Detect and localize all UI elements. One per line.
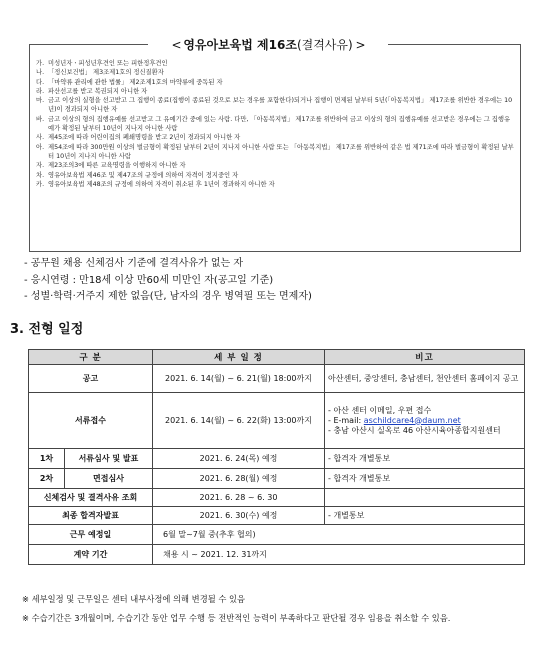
row-label: 근무 예정일 bbox=[29, 525, 153, 545]
schedule-table bbox=[28, 349, 525, 565]
row-label: 신체검사 및 결격사유 조회 bbox=[29, 489, 153, 507]
item-text: 영유아보육법 제46조 및 제47조의 규정에 의하여 자격이 정지중인 자 bbox=[48, 171, 239, 179]
item-marker: 다. bbox=[36, 78, 45, 86]
remark-line: - 충남 아산시 실옥로 46 아산시육아종합지원센터 bbox=[328, 425, 501, 435]
table-row bbox=[29, 545, 525, 565]
title-paren: (결격사유) bbox=[296, 38, 353, 52]
item-marker: 카. bbox=[36, 180, 45, 188]
header-schedule: 세 부 일 정 bbox=[153, 350, 325, 365]
disqualification-item bbox=[36, 133, 514, 142]
item-marker: 마. bbox=[36, 97, 45, 105]
item-text: 미성년자ㆍ피성년후견인 또는 피한정후견인 bbox=[48, 60, 168, 67]
item-text: 제54조에 따라 300만원 이상의 벌금형이 확정된 날부터 2년이 지나지 아니한 사람 또는 「아동복지법」 제17조를 위반하여 같은 법 제71조에 따라 벌금형이 확정된 날부터 10년이 지나지 아니한 사람 bbox=[48, 143, 514, 160]
item-text: 파산선고를 받고 복권되지 아니한 자 bbox=[48, 87, 148, 95]
title-suffix: > bbox=[352, 38, 365, 52]
row-label: 최종 합격자발표 bbox=[29, 507, 153, 525]
disqualification-item bbox=[36, 59, 514, 68]
requirement-item: - 응시연령 : 만18세 이상 만60세 미만인 자(공고일 기준) bbox=[24, 274, 274, 286]
row-remark bbox=[325, 393, 525, 449]
row-value: 채용 시 ~ 2021. 12. 31까지 bbox=[153, 545, 525, 565]
header-remarks: 비고 bbox=[325, 350, 525, 365]
email-link[interactable]: aschildcare4@daum.net bbox=[363, 415, 461, 425]
disqualification-item bbox=[36, 115, 514, 134]
row-schedule: 2021. 6. 14(월) ~ 6. 21(월) 18:00까지 bbox=[153, 365, 325, 393]
row-label: 계약 기간 bbox=[29, 545, 153, 565]
disqualification-item bbox=[36, 180, 514, 189]
remark-line bbox=[328, 416, 521, 426]
item-marker: 사. bbox=[36, 134, 45, 142]
row-schedule: 2021. 6. 14(월) ~ 6. 22(화) 13:00까지 bbox=[153, 393, 325, 449]
table-row bbox=[29, 489, 525, 507]
item-text: 금고 이상의 형의 집행유예를 선고받고 그 유예기간 중에 있는 사람. 다만, 「아동복지법」 제17조를 위반하여 금고 이상의 형의 집행유예를 선고받은 경우에는 그 집행유예가 확정된 날부터 10년이 지나지 아니한 사람 bbox=[48, 115, 511, 133]
row-label: 서류심사 및 발표 bbox=[65, 449, 153, 469]
requirement-item: - 공무원 채용 신체검사 기준에 결격사유가 없는 자 bbox=[24, 258, 244, 269]
table-row bbox=[29, 393, 525, 449]
row-label: 공고 bbox=[29, 365, 153, 393]
item-marker: 아. bbox=[36, 143, 45, 151]
disqualification-item bbox=[36, 87, 514, 96]
row-schedule: 2021. 6. 30(수) 예정 bbox=[153, 507, 325, 525]
footnotes bbox=[22, 590, 450, 628]
title-main: 영유아보육법 제16조 bbox=[183, 38, 297, 52]
row-label: 서류접수 bbox=[29, 393, 153, 449]
item-text: 제45조에 따라 어린이집의 폐쇄명령을 받고 2년이 경과되지 아니한 자 bbox=[48, 134, 241, 142]
table-row bbox=[29, 507, 525, 525]
table-row bbox=[29, 365, 525, 393]
footnote: ※ 세부일정 및 근무일은 센터 내부사정에 의해 변경될 수 있음 bbox=[22, 594, 246, 604]
footnote: ※ 수습기간은 3개월이며, 수습기간 동안 업무 수행 등 전반적인 능력이 부족하다고 판단될 경우 임용을 취소할 수 있음. bbox=[22, 613, 451, 623]
row-number: 1차 bbox=[29, 449, 65, 469]
row-remark: 아산센터, 중앙센터, 충남센터, 천안센터 홈페이지 공고 bbox=[325, 365, 525, 393]
row-schedule: 2021. 6. 28(월) 예정 bbox=[153, 469, 325, 489]
item-marker: 나. bbox=[36, 69, 45, 77]
item-marker: 가. bbox=[36, 60, 45, 67]
item-text: 금고 이상의 실형을 선고받고 그 집행이 종료(집행이 종료된 것으로 보는 경우를 포함한다)되거나 집행이 면제된 날부터 5년(「아동복지법」 제17조를 위반한 경우에는 10년)이 경과되지 아니한 자 bbox=[48, 97, 513, 114]
disqualification-item bbox=[36, 96, 514, 115]
item-text: 제23조의3에 따른 교육명령을 이행하지 아니한 자 bbox=[48, 162, 186, 170]
row-schedule: 2021. 6. 28 ~ 6. 30 bbox=[153, 489, 325, 507]
row-label: 면접심사 bbox=[65, 469, 153, 489]
row-schedule: 2021. 6. 24(목) 예정 bbox=[153, 449, 325, 469]
disqualification-box bbox=[29, 44, 521, 252]
item-text: 「마약류 관리에 관한 법률」 제2조제1호의 마약류에 중독된 자 bbox=[48, 78, 223, 86]
table-header-row bbox=[29, 350, 525, 365]
item-marker: 자. bbox=[36, 162, 45, 170]
item-marker: 차. bbox=[36, 171, 45, 179]
requirements-list bbox=[24, 256, 312, 306]
item-text: 영유아보육법 제48조의 규정에 의하여 자격이 취소된 후 1년이 경과하지 아니한 자 bbox=[48, 180, 275, 188]
table-row bbox=[29, 449, 525, 469]
row-remark bbox=[325, 489, 525, 507]
item-text: 「정신보건법」 제3조제1호의 정신질환자 bbox=[48, 69, 164, 77]
header-category: 구 분 bbox=[29, 350, 153, 365]
row-value: 6월 말~7월 중(추후 협의) bbox=[153, 525, 525, 545]
disqualification-item bbox=[36, 78, 514, 87]
disqualification-item bbox=[36, 171, 514, 180]
email-prefix: - E-mail: bbox=[328, 415, 364, 425]
disqualification-item bbox=[36, 161, 514, 170]
item-marker: 바. bbox=[36, 115, 45, 123]
row-number: 2차 bbox=[29, 469, 65, 489]
section-title: 3. 전형 일정 bbox=[10, 322, 84, 337]
disqualification-item bbox=[36, 68, 514, 77]
row-remark: - 개별통보 bbox=[325, 507, 525, 525]
item-marker: 라. bbox=[36, 87, 45, 95]
requirement-item: - 성별·학력·거주지 제한 없음(단, 남자의 경우 병역필 또는 면제자) bbox=[24, 291, 312, 302]
row-remark: - 합격자 개별통보 bbox=[325, 469, 525, 489]
disqualification-box-title bbox=[148, 37, 388, 53]
disqualification-list bbox=[36, 59, 514, 189]
remark-line: - 아산 센터 이메일, 우편 접수 bbox=[328, 405, 432, 415]
table-row bbox=[29, 469, 525, 489]
title-prefix: < bbox=[171, 38, 184, 52]
disqualification-item bbox=[36, 143, 514, 162]
table-row bbox=[29, 525, 525, 545]
row-remark: - 합격자 개별통보 bbox=[325, 449, 525, 469]
